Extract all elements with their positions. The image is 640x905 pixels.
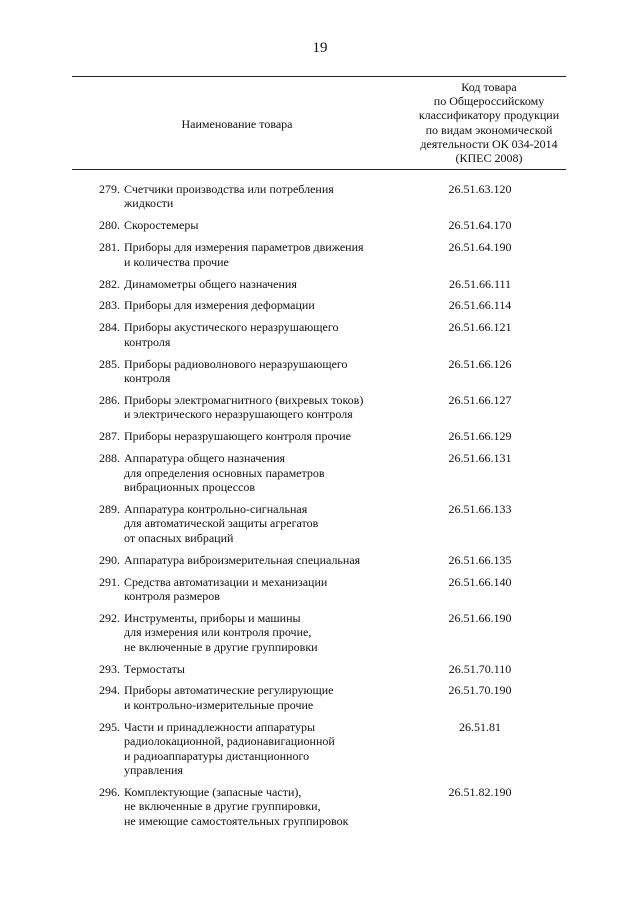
table-row xyxy=(72,553,566,567)
row-name: Динамометры общего назначения xyxy=(124,276,297,291)
table-row xyxy=(72,683,566,712)
row-name: Приборы автоматические регулирующие и контрольно-измерительные прочие xyxy=(124,683,334,712)
row-name: Счетчики производства или потребления жидкости xyxy=(124,182,334,211)
row-number: 288. xyxy=(99,451,120,466)
table-row xyxy=(72,611,566,654)
row-name: Комплектующие (запасные части), не включенные в другие группировки, не имеющие самостоятельных группировок xyxy=(124,784,349,828)
column-header-code: Код товара по Общероссийскому классификатору продукции по видам экономической деятельности ОК 034-2014 (КПЕС 2008) xyxy=(418,80,560,166)
table-row xyxy=(72,720,566,778)
row-number: 285. xyxy=(99,356,120,371)
row-name: Приборы неразрушающего контроля прочие xyxy=(124,429,351,444)
row-number: 282. xyxy=(99,276,120,291)
table-row xyxy=(72,429,566,443)
row-number: 283. xyxy=(99,298,120,313)
row-name: Средства автоматизации и механизации контроля размеров xyxy=(124,574,328,603)
row-number: 279. xyxy=(99,182,120,196)
row-code: 26.51.66.129 xyxy=(448,429,512,444)
table-row xyxy=(72,298,566,312)
row-code: 26.51.66.190 xyxy=(448,610,512,625)
row-code: 26.51.66.126 xyxy=(448,356,512,371)
table-header xyxy=(72,76,566,170)
row-number: 293. xyxy=(99,661,120,676)
row-name: Приборы для измерения деформации xyxy=(124,298,315,313)
table-row xyxy=(72,662,566,676)
row-code: 26.51.64.190 xyxy=(448,240,512,255)
row-code: 26.51.81 xyxy=(459,719,501,734)
table-row xyxy=(72,182,566,211)
table-body xyxy=(72,182,566,836)
table-row xyxy=(72,451,566,494)
row-number: 290. xyxy=(99,552,120,567)
row-number: 284. xyxy=(99,320,120,335)
row-name: Скоростемеры xyxy=(124,218,199,233)
row-number: 296. xyxy=(99,784,120,799)
row-code: 26.51.82.190 xyxy=(448,784,512,799)
row-code: 26.51.64.170 xyxy=(448,218,512,233)
row-number: 292. xyxy=(99,610,120,625)
table-row xyxy=(72,277,566,291)
row-code: 26.51.66.114 xyxy=(448,298,512,313)
row-code: 26.51.63.120 xyxy=(448,182,512,196)
row-code: 26.51.66.121 xyxy=(448,320,512,335)
table-row xyxy=(72,320,566,349)
table-row xyxy=(72,502,566,545)
row-code: 26.51.66.133 xyxy=(448,501,512,516)
table-row xyxy=(72,240,566,269)
table-row xyxy=(72,393,566,422)
row-number: 287. xyxy=(99,429,120,444)
row-name: Аппаратура виброизмерительная специальная xyxy=(124,552,361,567)
row-name: Приборы акустического неразрушающего контроля xyxy=(124,320,339,349)
row-code: 26.51.66.135 xyxy=(448,552,512,567)
row-number: 291. xyxy=(99,574,120,589)
row-number: 280. xyxy=(99,218,120,233)
row-name: Термостаты xyxy=(124,661,185,676)
row-code: 26.51.66.131 xyxy=(448,451,512,466)
row-name: Приборы для измерения параметров движения и количества прочие xyxy=(124,240,364,269)
row-number: 295. xyxy=(99,719,120,734)
row-name: Приборы радиоволнового неразрушающего контроля xyxy=(124,356,348,386)
row-number: 286. xyxy=(99,392,120,407)
row-code: 26.51.70.110 xyxy=(448,661,512,676)
page-number: 19 xyxy=(312,40,328,56)
row-name: Аппаратура общего назначения для определения основных параметров вибрационных процессов xyxy=(124,451,325,494)
row-code: 26.51.70.190 xyxy=(448,683,512,698)
column-header-name: Наименование товара xyxy=(181,117,293,131)
table-row xyxy=(72,218,566,232)
row-name: Части и принадлежности аппаратуры радиолокационной, радионавигационной и радиоаппаратуры дистанционного управления xyxy=(124,719,335,777)
table-row xyxy=(72,785,566,828)
row-number: 289. xyxy=(99,501,120,516)
row-name: Приборы электромагнитного (вихревых токов) и электрического неразрушающего контроля xyxy=(124,392,364,422)
row-name: Инструменты, приборы и машины для измерения или контроля прочие, не включенные в другие группировки xyxy=(124,610,318,654)
row-code: 26.51.66.127 xyxy=(448,392,512,407)
table-row xyxy=(72,575,566,604)
row-code: 26.51.66.111 xyxy=(448,276,512,291)
row-number: 281. xyxy=(99,240,120,255)
table-row xyxy=(72,357,566,386)
row-number: 294. xyxy=(99,683,120,698)
row-code: 26.51.66.140 xyxy=(448,574,512,589)
row-name: Аппаратура контрольно-сигнальная для автоматической защиты агрегатов от опасных вибраций xyxy=(124,501,319,545)
